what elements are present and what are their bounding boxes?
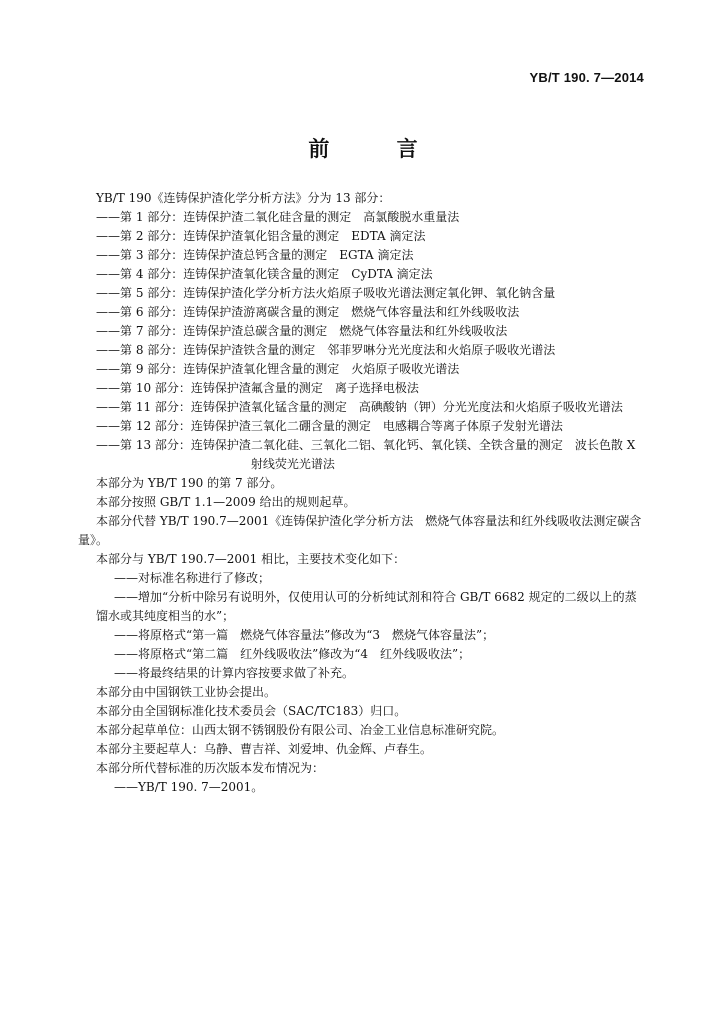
- part-lead: ——第 2 部分：连铸保护渣: [96, 229, 244, 243]
- parts-list: [78, 208, 648, 474]
- part-item: [78, 360, 648, 379]
- part-lead: ——第 4 部分：连铸保护渣: [96, 267, 244, 281]
- part-lead: ——第 10 部分：连铸保护渣: [96, 381, 251, 395]
- part-title: 火焰原子吸收光谱法测定氧化钾、氧化钠含量: [315, 286, 556, 300]
- part-title: 氧化铝含量的测定 EDTA 滴定法: [243, 229, 426, 243]
- part-title: 游离碳含量的测定 燃烧气体容量法和红外线吸收法: [243, 305, 520, 319]
- part-title: 氧化锂含量的测定 火焰原子吸收光谱法: [243, 362, 460, 376]
- standard-code: YB/T 190. 7—2014: [529, 70, 644, 85]
- part-title: 铁含量的测定 邻菲罗啉分光光度法和火焰原子吸收光谱法: [243, 343, 556, 357]
- part-lead: ——第 12 部分：连铸保护渣: [96, 419, 251, 433]
- part-item: [78, 303, 648, 322]
- part-item: [78, 322, 648, 341]
- part-title: 总钙含量的测定 EGTA 滴定法: [243, 248, 414, 262]
- part-item: [78, 379, 648, 398]
- part-title: 氧化镁含量的测定 CyDTA 滴定法: [243, 267, 433, 281]
- change-item: ——将原格式“第一篇 燃烧气体容量法”修改为“3 燃烧气体容量法”；: [114, 628, 495, 642]
- part-item: [78, 341, 648, 360]
- part-title: 二氧化硅、三氧化二铝、氧化钙、氧化镁、全铁含量的测定 波长色散 X 射线荧光光谱法: [250, 438, 636, 471]
- part-lead: ——第 11 部分：连铸保护渣: [96, 400, 251, 414]
- part-title: 二氧化硅含量的测定 高氯酸脱水重量法: [243, 210, 460, 224]
- part-item: [78, 284, 648, 303]
- part-item: [78, 227, 648, 246]
- part-title: 氧化锰含量的测定 高碘酸钠（钾）分光光度法和火焰原子吸收光谱法: [250, 400, 623, 414]
- part-title: 三氧化二硼含量的测定 电感耦合等离子体原子发射光谱法: [250, 419, 563, 433]
- paragraph-history-intro: 本部分所代替标准的历次版本发布情况为：: [96, 761, 325, 775]
- paragraph-administered-by: 本部分由全国钢标准化技术委员会（SAC/TC183）归口。: [96, 704, 407, 718]
- paragraph-drafting-rules: 本部分按照 GB/T 1.1—2009 给出的规则起草。: [96, 495, 356, 509]
- page-title: 前 言: [308, 136, 448, 161]
- part-lead: ——第 6 部分：连铸保护渣: [96, 305, 244, 319]
- part-lead: ——第 9 部分：连铸保护渣: [96, 362, 244, 376]
- intro-paragraph: YB/T 190《连铸保护渣化学分析方法》分为 13 部分：: [96, 191, 391, 205]
- part-item: [78, 208, 648, 227]
- part-title: 氟含量的测定 离子选择电极法: [250, 381, 419, 395]
- part-item: [78, 265, 648, 284]
- part-title: 总碳含量的测定 燃烧气体容量法和红外线吸收法: [243, 324, 508, 338]
- part-item: [78, 417, 648, 436]
- change-item: ——将最终结果的计算内容按要求做了补充。: [114, 666, 355, 680]
- part-lead: ——第 13 部分：连铸保护渣: [96, 438, 251, 452]
- part-item: [78, 246, 648, 265]
- paragraph-replaces: 本部分代替 YB/T 190.7—2001《连铸保护渣化学分析方法 燃烧气体容量法和红外线吸收法测定碳含量》。: [78, 514, 642, 547]
- change-item: ——对标准名称进行了修改；: [114, 571, 271, 585]
- part-lead: ——第 5 部分：连铸保护渣化学分析方法: [96, 286, 316, 300]
- paragraph-drafters: 本部分主要起草人：乌静、曹吉祥、刘爱坤、仇金辉、卢春生。: [96, 742, 433, 756]
- change-item: ——增加“分析中除另有说明外，仅使用认可的分析纯试剂和符合 GB/T 6682 规定的二级以上的蒸馏水或其纯度相当的水”；: [96, 590, 637, 623]
- part-item: [78, 436, 648, 474]
- part-lead: ——第 8 部分：连铸保护渣: [96, 343, 244, 357]
- change-item: ——将原格式“第二篇 红外线吸收法”修改为“4 红外线吸收法”；: [114, 647, 471, 661]
- part-item: [78, 398, 648, 417]
- part-lead: ——第 7 部分：连铸保护渣: [96, 324, 244, 338]
- part-lead: ——第 3 部分：连铸保护渣: [96, 248, 244, 262]
- paragraph-proposed-by: 本部分由中国钢铁工业协会提出。: [96, 685, 277, 699]
- part-lead: ——第 1 部分：连铸保护渣: [96, 210, 244, 224]
- paragraph-changes-intro: 本部分与 YB/T 190.7—2001 相比，主要技术变化如下：: [96, 552, 406, 566]
- history-item: ——YB/T 190. 7—2001。: [114, 780, 264, 794]
- foreword-body: [78, 189, 648, 797]
- paragraph-part-number: 本部分为 YB/T 190 的第 7 部分。: [96, 476, 283, 490]
- paragraph-drafting-units: 本部分起草单位：山西太钢不锈钢股份有限公司、冶金工业信息标准研究院。: [96, 723, 505, 737]
- changes-list: [78, 569, 648, 683]
